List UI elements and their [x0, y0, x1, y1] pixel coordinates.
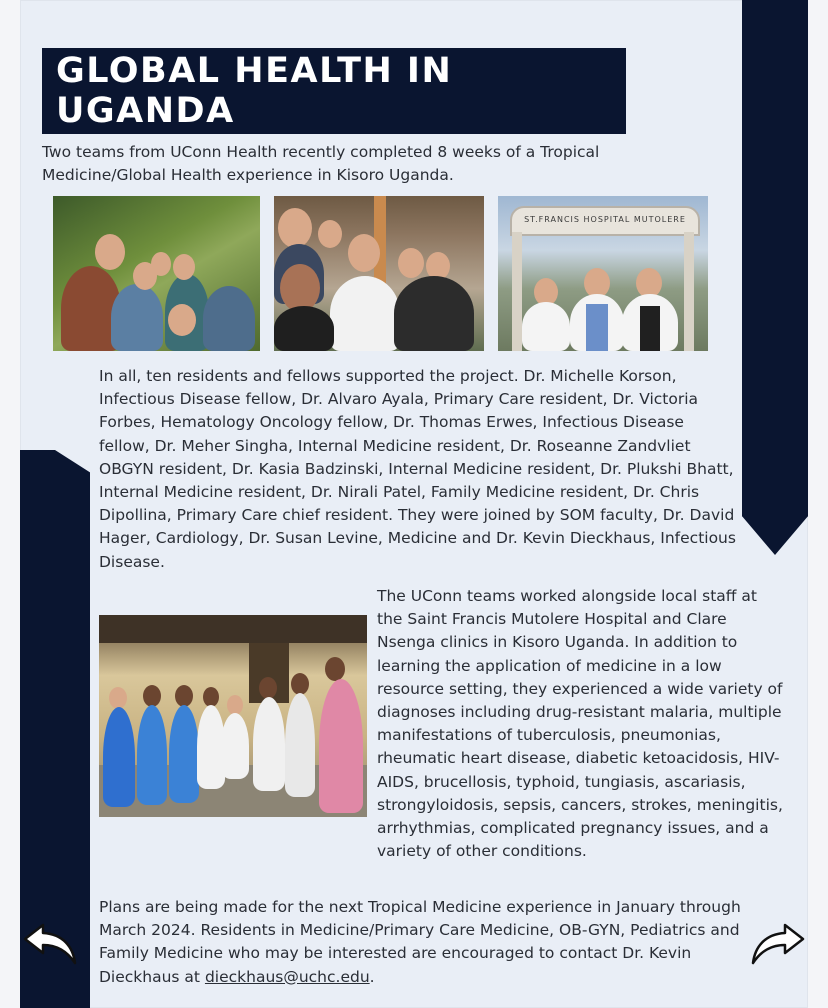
contact-email-link[interactable]: dieckhaus@uchc.edu: [204, 967, 370, 986]
photo-team-selfie: [53, 196, 260, 351]
next-experience-end: .: [369, 967, 375, 986]
photo-hospital-arch: [498, 196, 708, 351]
intro-paragraph: Two teams from UConn Health recently completed 8 weeks of a Tropical Medicine/Global Health experience in Kisoro Uganda.: [42, 143, 600, 185]
photo-clinic-staff-group: [99, 615, 367, 817]
page-title: GLOBAL HEALTH IN UGANDA: [56, 51, 453, 131]
next-experience-text: Plans are being made for the next Tropical Medicine experience in January through March 2024. Residents in Medicine/Primary Care Medicine, OB-GYN, Pediatrics and Family Medicine who may be interested are encouraged to contact Dr. Kevin Dieckhaus at: [99, 898, 741, 986]
forward-button[interactable]: [748, 920, 808, 966]
back-button[interactable]: [20, 920, 80, 966]
photo-group-wooden-roof: [274, 196, 484, 351]
arch-sign: ST.FRANCIS HOSPITAL MUTOLERE: [510, 206, 700, 236]
title-banner: [42, 48, 626, 134]
diagnoses-paragraph: The UConn teams worked alongside local staff at the Saint Francis Mutolere Hospital and Clare Nsenga clinics in Kisoro Uganda. In addition to learning the application of medicine in a low resource setting, they experienced a wide variety of diagnoses including drug-resistant malaria, multiple manifestations of tuberculosis, pneumonias, rheumatic heart disease, diabetic ketoacidosis, HIV-AIDS, brucellosis, typhoid, tungiasis, ascariasis, strongyloidosis, sepsis, cancers, strokes, meningitis, arrhythmias, complicated pregnancy issues, and a variety of other conditions.: [377, 587, 783, 861]
participants-paragraph: In all, ten residents and fellows supported the project. Dr. Michelle Korson, Infectious Disease fellow, Dr. Alvaro Ayala, Primary Care resident, Dr. Victoria Forbes, Hematology Oncology fellow, Dr. Thomas Erwes, Infectious Disease fellow, Dr. Meher Singha, Internal Medicine resident, Dr. Roseanne Zandvliet OBGYN resident, Dr. Kasia Badzinski, Internal Medicine resident, Dr. Plukshi Bhatt, Internal Medicine resident, Dr. Nirali Patel, Family Medicine resident, Dr. Chris Dipollina, Primary Care chief resident. They were joined by SOM faculty, Dr. David Hager, Cardiology, Dr. Susan Levine, Medicine and Dr. Kevin Dieckhaus, Infectious Disease.: [99, 367, 736, 571]
next-experience-paragraph: [99, 896, 749, 989]
arrow-forward-icon: [749, 921, 807, 965]
decorative-band-right: [742, 0, 808, 555]
arrow-back-icon: [21, 921, 79, 965]
